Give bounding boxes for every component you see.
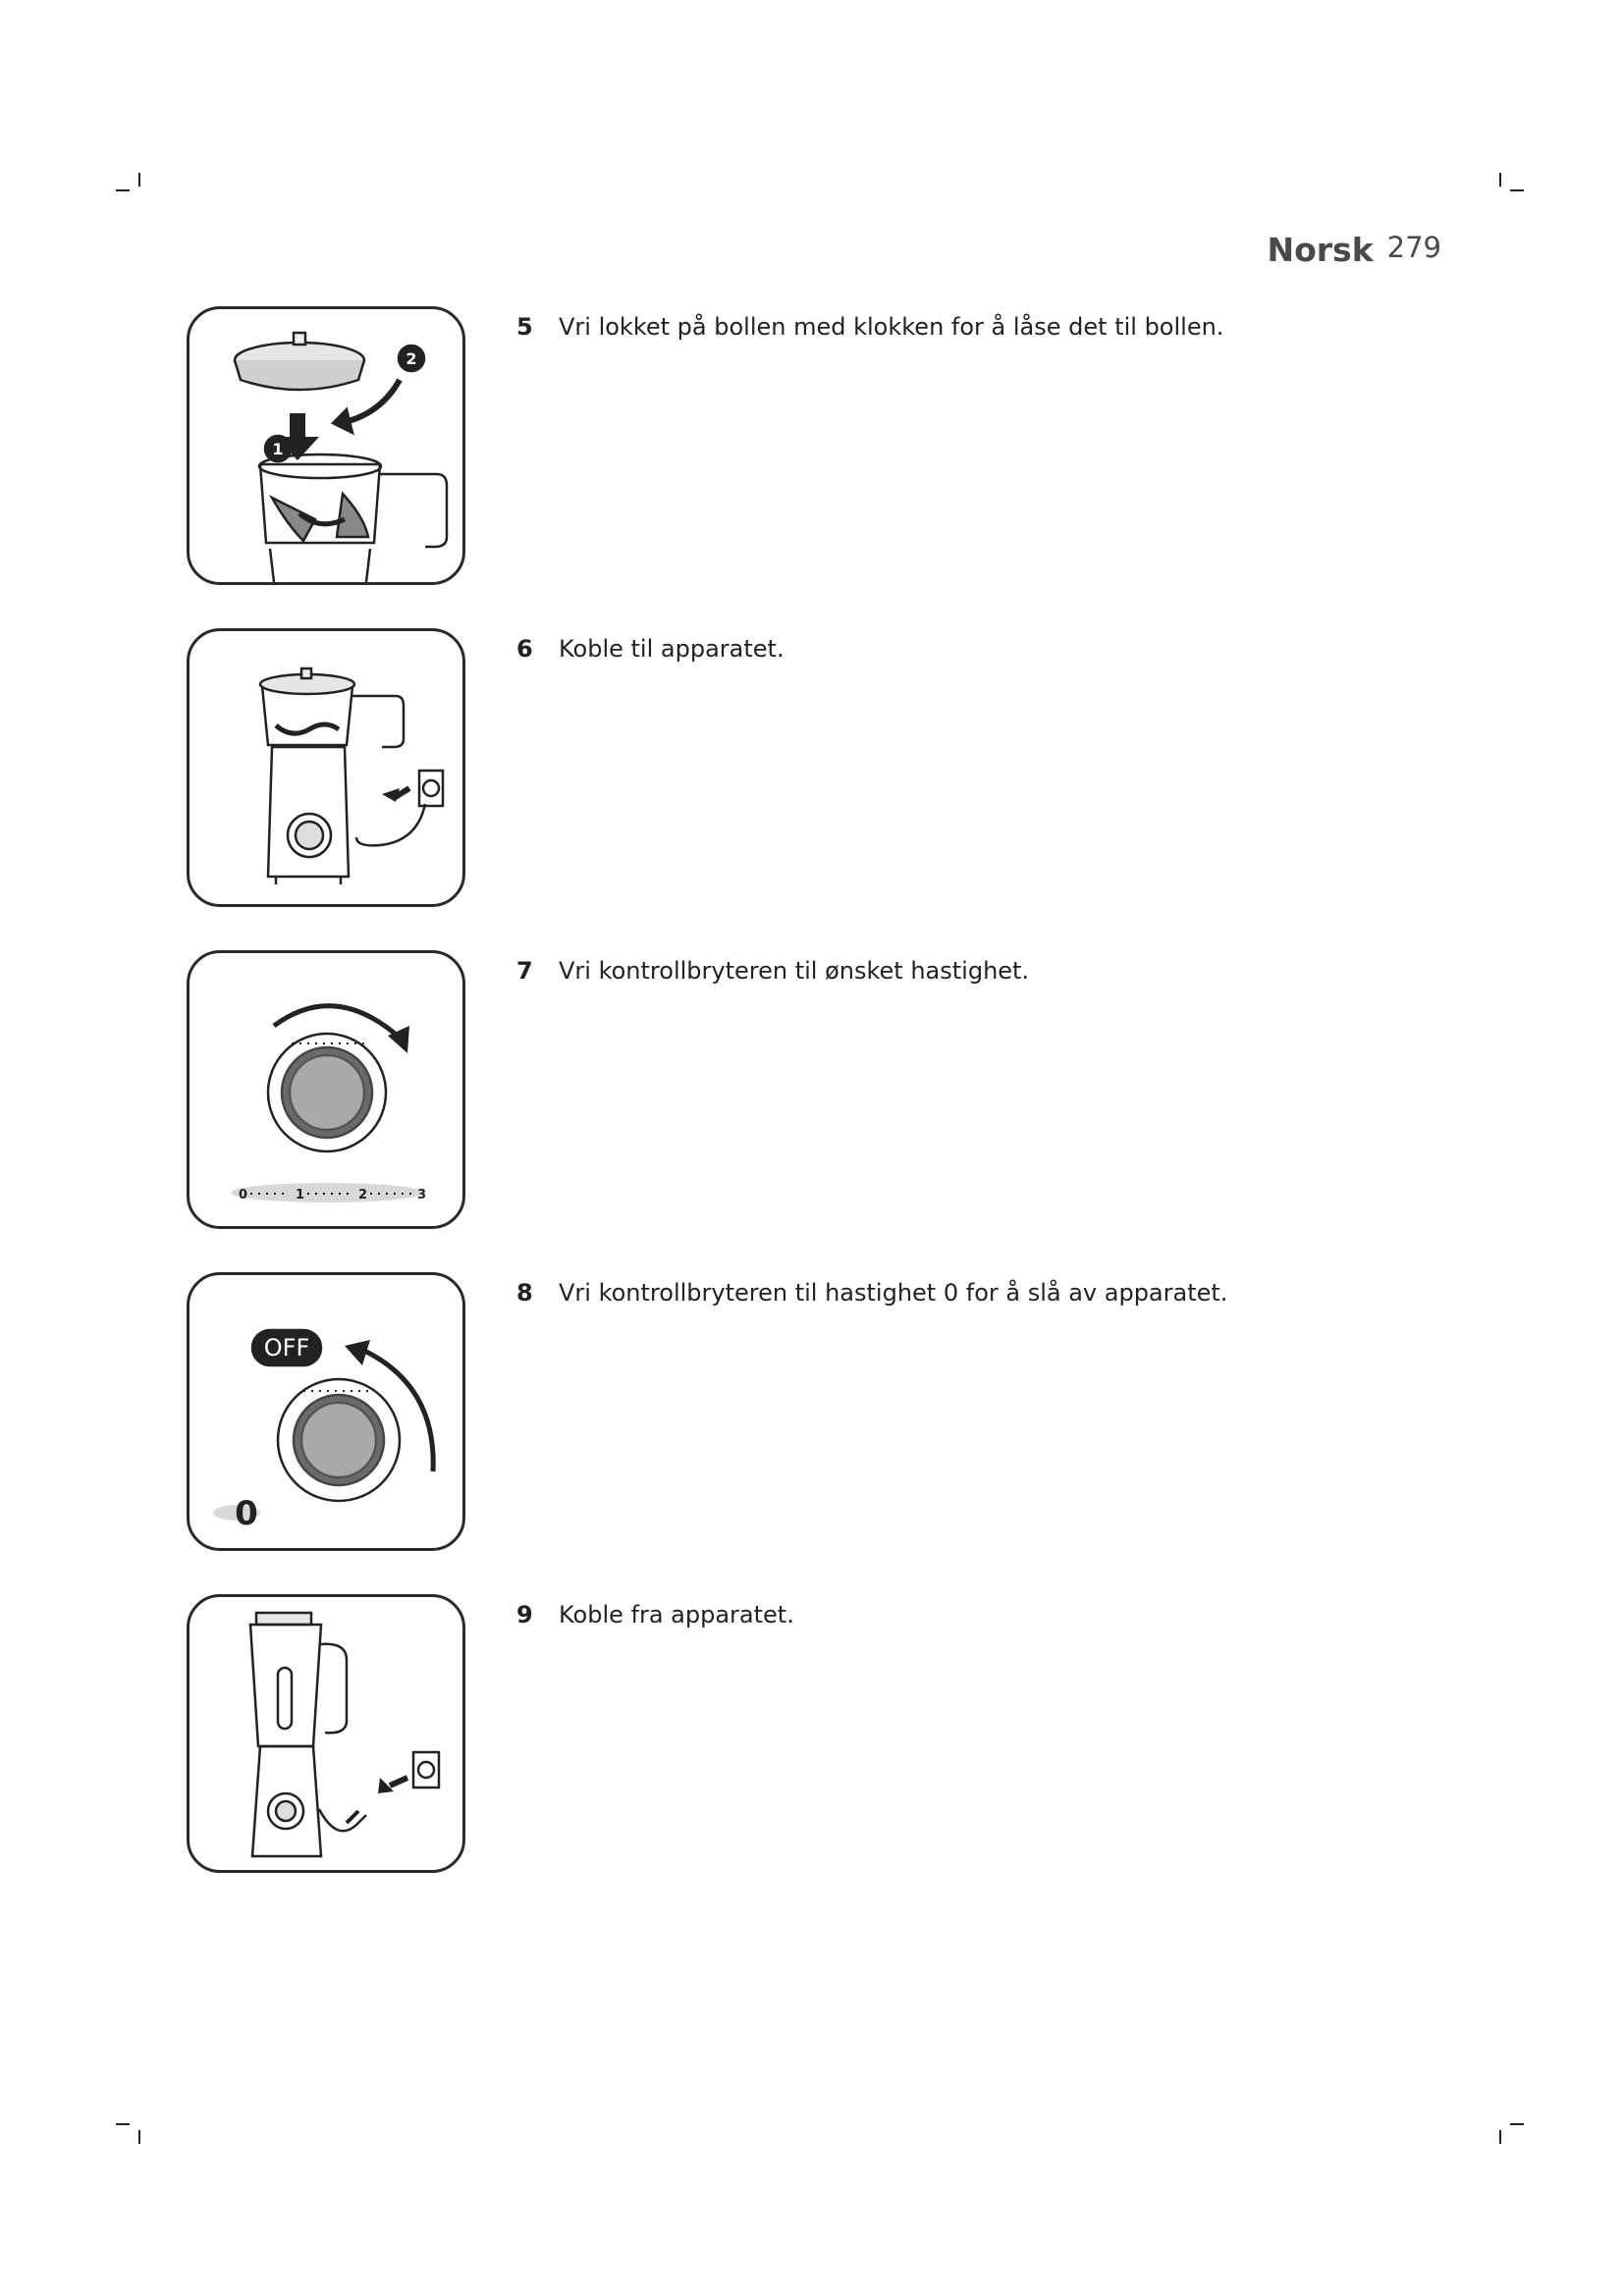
step-number: 9: [516, 1601, 533, 1629]
scale-label-0: 0: [239, 1188, 248, 1202]
callout-2-label: 2: [406, 349, 417, 368]
speed-dial-illustration: [187, 950, 465, 1229]
scale-label-1: 1: [296, 1188, 305, 1202]
step-text: Vri kontrollbryteren til ønsket hastighet.: [559, 957, 1030, 985]
scale-label-2: 2: [358, 1188, 368, 1202]
page-header: [1178, 220, 1441, 269]
language-label: Norsk: [1267, 231, 1374, 269]
crop-mark-top-right: [1485, 169, 1524, 208]
step-text: Vri lokket på bollen med klokken for å låse det til bollen.: [559, 313, 1224, 341]
crop-mark-bottom-left: [116, 2109, 155, 2148]
step-number: 6: [516, 635, 533, 663]
step-9: [187, 1594, 1463, 1871]
zero-label: 0: [235, 1494, 258, 1533]
step-number: 7: [516, 957, 533, 985]
crop-mark-bottom-right: [1485, 2109, 1524, 2148]
step-8: [187, 1272, 1463, 1549]
step-6: [187, 628, 1463, 905]
crop-mark-top-left: [116, 169, 155, 208]
scale-label-3: 3: [417, 1188, 427, 1202]
off-label: OFF: [263, 1334, 310, 1362]
step-text: Koble til apparatet.: [559, 635, 785, 663]
step-text: Koble fra apparatet.: [559, 1601, 794, 1629]
step-5: [187, 306, 1463, 583]
step-text: Vri kontrollbryteren til hastighet 0 for å slå av apparatet.: [559, 1279, 1228, 1307]
unplug-illustration: [187, 1594, 465, 1873]
plug-in-illustration: [187, 628, 465, 907]
callout-1-label: 1: [272, 440, 284, 458]
step-number: 5: [516, 313, 533, 341]
lid-lock-illustration: [187, 306, 465, 585]
step-number: 8: [516, 1279, 533, 1307]
step-7: [187, 950, 1463, 1227]
page-number: 279: [1386, 231, 1441, 264]
switch-off-illustration: [187, 1272, 465, 1551]
